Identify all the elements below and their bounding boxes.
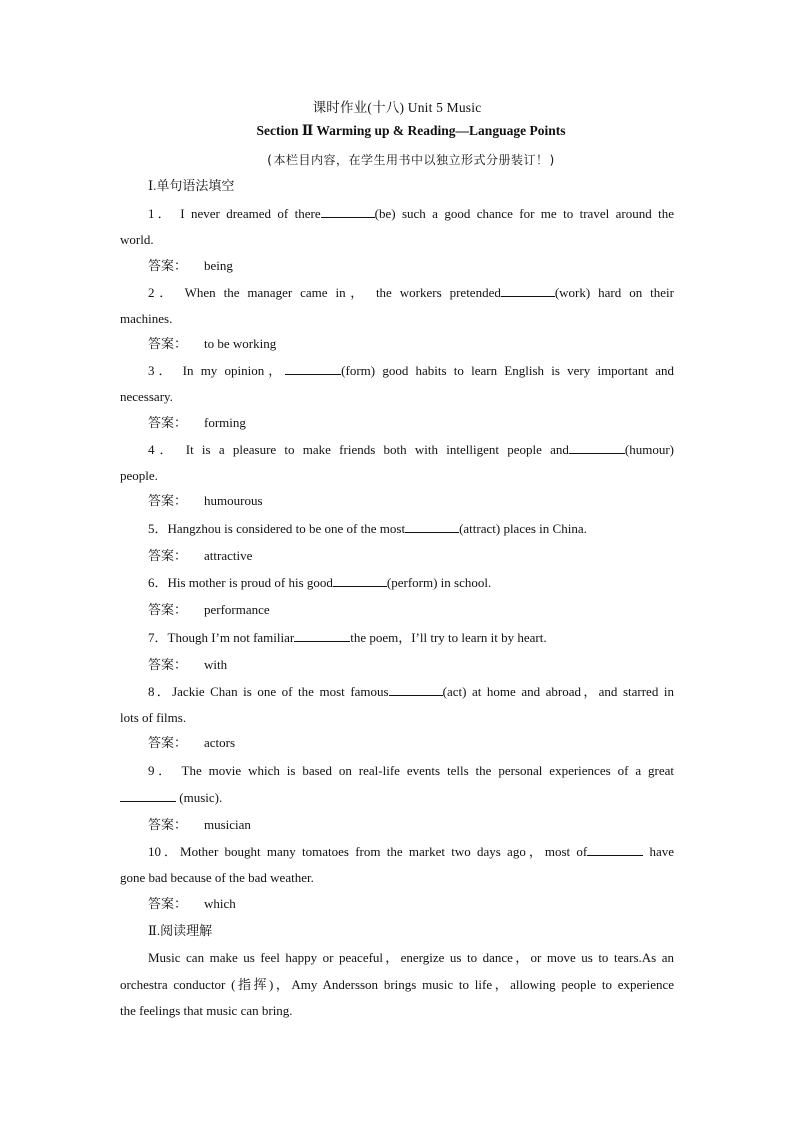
answer-blank	[501, 284, 555, 297]
question-6: 6．His mother is proud of his good (perform) in school.	[148, 575, 492, 590]
binding-note: (本栏目内容，在学生用书中以独立形式分册装订！)	[265, 153, 557, 167]
question-2: 2． When the manager came in， the workers pretended (work) hard on their	[148, 285, 674, 300]
passage-line-3: the feelings that music can bring.	[120, 1003, 293, 1018]
question-1: 1． I never dreamed of there (be) such a good chance for me to travel around the	[148, 206, 674, 221]
section-heading-reading: Ⅱ.阅读理解	[148, 923, 213, 938]
answer-9: 答案： musician	[148, 817, 251, 832]
answer-blank	[405, 520, 459, 533]
answer-blank	[285, 362, 341, 375]
question-3-continued: necessary.	[120, 389, 173, 404]
answer-blank	[294, 629, 350, 642]
answer-blank	[587, 843, 643, 856]
answer-blank	[321, 205, 375, 218]
answer-blank	[389, 683, 443, 696]
section-heading-grammar: Ⅰ.单句语法填空	[148, 178, 235, 193]
answer-5: 答案： attractive	[148, 548, 253, 563]
question-5: 5．Hangzhou is considered to be one of the most (attract) places in China.	[148, 521, 587, 536]
passage-line-1: Music can make us feel happy or peaceful，energize us to dance，or move us to tears.As an	[148, 950, 674, 965]
passage-line-2: orchestra conductor (指挥)，Amy Andersson brings music to life，allowing people to experience	[120, 977, 674, 992]
answer-blank	[333, 574, 387, 587]
question-4-continued: people.	[120, 468, 158, 483]
answer-blank	[569, 441, 625, 454]
question-3: 3． In my opinion， (form) good habits to learn English is very important and	[148, 363, 674, 378]
question-9: 9． The movie which is based on real-life events tells the personal experiences of a great	[148, 763, 674, 778]
question-7: 7．Though I’m not familiar the poem，I’ll try to learn it by heart.	[148, 630, 547, 645]
question-8: 8．Jackie Chan is one of the most famous (act) at home and abroad，and starred in	[148, 684, 674, 699]
answer-2: 答案： to be working	[148, 336, 277, 351]
answer-1: 答案： being	[148, 258, 233, 273]
question-1-continued: world.	[120, 232, 154, 247]
question-2-continued: machines.	[120, 311, 173, 326]
answer-3: 答案： forming	[148, 415, 246, 430]
section-subtitle: Section Ⅱ Warming up & Reading—Language Points	[256, 123, 566, 138]
answer-8: 答案： actors	[148, 735, 236, 750]
page-title: 课时作业(十八) Unit 5 Music	[312, 100, 482, 115]
answer-10: 答案： which	[148, 896, 236, 911]
answer-blank	[120, 789, 176, 802]
answer-7: 答案： with	[148, 657, 228, 672]
answer-6: 答案： performance	[148, 602, 270, 617]
question-10-continued: gone bad because of the bad weather.	[120, 870, 314, 885]
answer-4: 答案： humourous	[148, 493, 263, 508]
question-9-continued: (music).	[120, 789, 674, 807]
question-8-continued: lots of films.	[120, 710, 187, 725]
question-10: 10．Mother bought many tomatoes from the market two days ago，most of have	[148, 844, 674, 859]
question-4: 4． It is a pleasure to make friends both with intelligent people and (humour)	[148, 442, 674, 457]
